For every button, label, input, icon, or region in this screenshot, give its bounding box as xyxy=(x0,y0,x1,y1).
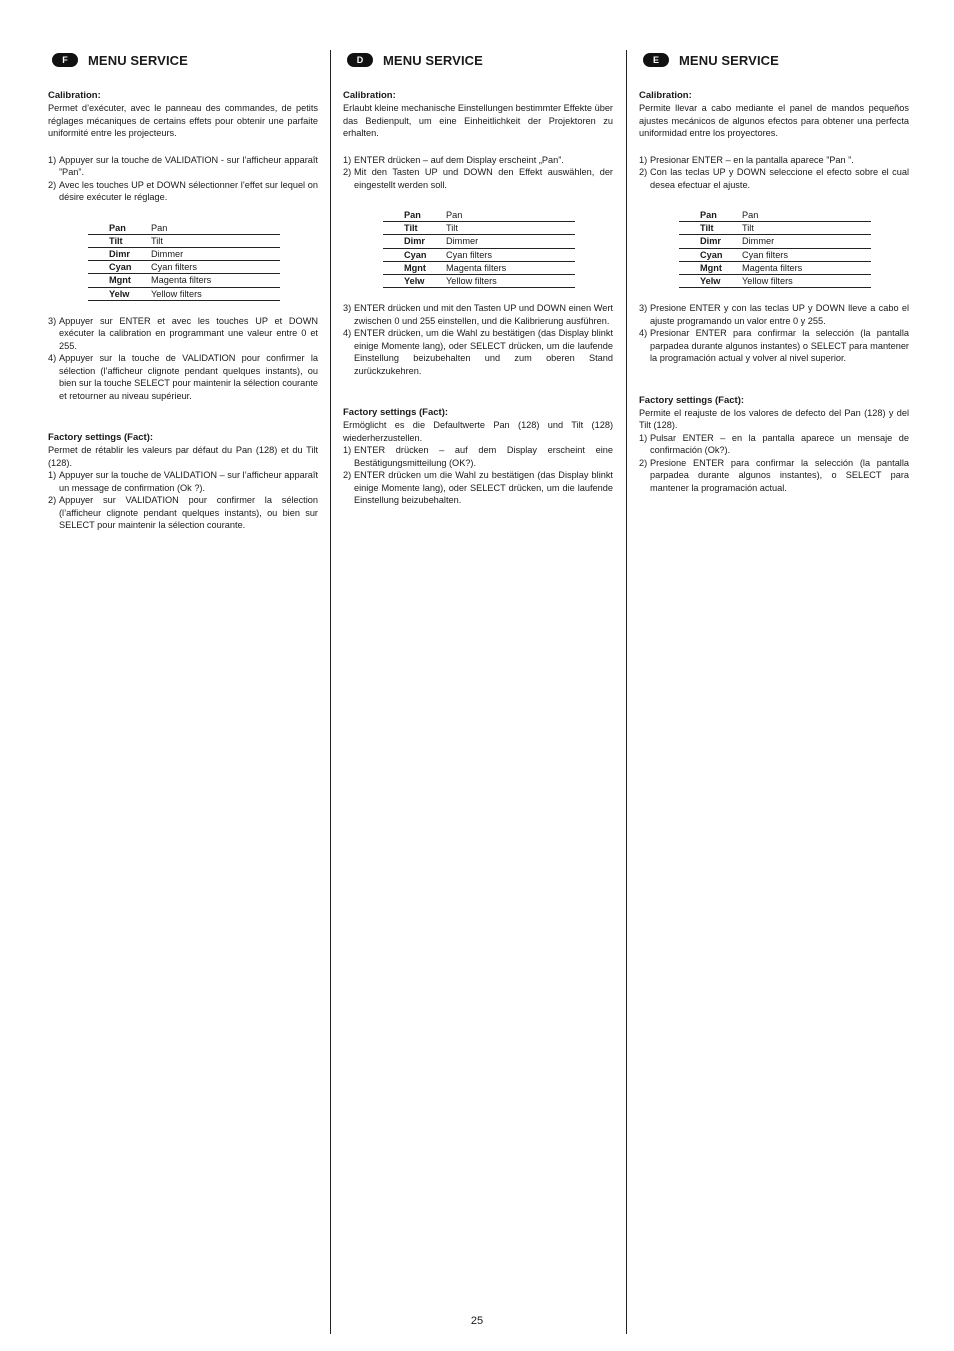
column-french xyxy=(48,50,318,532)
language-badge: E xyxy=(643,53,669,67)
step-item xyxy=(48,154,318,179)
step-number: 4) xyxy=(48,353,57,364)
effects-table-row xyxy=(88,287,280,300)
effect-name: Yellow filters xyxy=(446,275,575,288)
step-list xyxy=(48,154,318,204)
factory-settings-heading: Factory settings (Fact): xyxy=(343,407,449,419)
step-text: Presione ENTER para confirmar la selección (la pantalla parpadea durante algunos instantes), o SELECT para mantener la programación actual. xyxy=(650,457,909,493)
step-number: 1) xyxy=(343,445,352,456)
step-item xyxy=(639,457,909,495)
step-list xyxy=(343,302,613,377)
step-list xyxy=(48,315,318,403)
effects-table-row xyxy=(88,274,280,287)
section-title: MENU SERVICE xyxy=(679,52,779,68)
step-number: 4) xyxy=(639,328,648,339)
spacer xyxy=(639,288,909,302)
effects-table-row xyxy=(383,222,575,235)
step-item xyxy=(48,352,318,402)
effect-name: Dimmer xyxy=(446,235,575,248)
step-number: 3) xyxy=(48,315,57,326)
step-text: Appuyer sur la touche de VALIDATION pour confirmer la sélection (l’afficheur clignote pendant quelques instants), ou bien sur la touche SELECT pour maintenir la sélection courante et retourner au niveau supérieur. xyxy=(59,353,318,401)
calibration-heading: Calibration: xyxy=(343,90,396,101)
step-item xyxy=(343,469,613,507)
spacer xyxy=(343,191,613,209)
step-number: 1) xyxy=(639,154,648,165)
effects-table-row xyxy=(88,222,280,235)
effect-name: Cyan filters xyxy=(446,248,575,261)
step-item xyxy=(343,444,613,469)
effect-name: Cyan filters xyxy=(151,261,280,274)
step-number: 2) xyxy=(639,167,648,177)
effects-table xyxy=(383,209,575,288)
step-number: 2) xyxy=(48,495,57,506)
effect-name: Cyan filters xyxy=(742,248,871,261)
step-text: ENTER drücken – auf dem Display erscheint „Pan”. xyxy=(354,154,564,165)
effects-table-row xyxy=(679,222,871,235)
spacer xyxy=(343,288,613,302)
effects-table-row xyxy=(679,248,871,261)
step-item xyxy=(639,166,909,191)
step-item xyxy=(48,179,318,204)
step-list xyxy=(639,432,909,495)
step-list xyxy=(343,154,613,192)
effect-code: Mgnt xyxy=(88,274,151,287)
step-list xyxy=(343,444,613,507)
step-text: Presionar ENTER para confirmar la selección (la pantalla parpadea durante algunos instantes) o SELECT para mantener la programación actual y volver al nivel superior. xyxy=(650,328,909,364)
effects-table xyxy=(88,222,280,301)
effect-code: Cyan xyxy=(383,248,446,261)
effects-table-row xyxy=(383,275,575,288)
factory-settings-intro: Ermöglicht es die Defaultwerte Pan (128) und Tilt (128) wiederherzustellen. xyxy=(343,420,613,443)
effect-name: Magenta filters xyxy=(151,274,280,287)
effect-code: Cyan xyxy=(679,248,742,261)
step-text: Avec les touches UP et DOWN sélectionner l’effet sur lequel on désire exécuter le réglage. xyxy=(59,179,318,202)
page-number: 25 xyxy=(470,1315,484,1327)
effect-code: Tilt xyxy=(88,234,151,247)
step-number: 1) xyxy=(639,432,648,443)
effect-name: Pan xyxy=(446,209,575,222)
calibration-intro: Permite llevar a cabo mediante el panel de mandos pequeños ajustes mecánicos de algunos efectos para obtener una perfecta uniformidad entre los proyectores. xyxy=(639,103,909,138)
effect-code: Yelw xyxy=(679,275,742,288)
step-number: 4) xyxy=(343,328,352,339)
step-item xyxy=(48,469,318,494)
effects-table-row xyxy=(88,234,280,247)
spacer xyxy=(639,191,909,209)
step-item xyxy=(343,327,613,377)
step-text: Mit den Tasten UP und DOWN den Effekt auswählen, der eingestellt werden soll. xyxy=(354,167,613,190)
effects-table xyxy=(679,209,871,288)
calibration-intro: Permet d’exécuter, avec le panneau des commandes, de petits réglages mécaniques de certains effets pour obtenir une parfaite uniformité entre les projecteurs. xyxy=(48,103,318,138)
effects-table-row xyxy=(679,261,871,274)
effect-code: Mgnt xyxy=(383,261,446,274)
spacer xyxy=(639,365,909,395)
column-german xyxy=(343,50,613,507)
step-number: 1) xyxy=(48,470,57,481)
step-item xyxy=(343,154,613,167)
effect-code: Yelw xyxy=(383,275,446,288)
effect-name: Yellow filters xyxy=(742,275,871,288)
effect-code: Pan xyxy=(679,209,742,222)
step-text: Presione ENTER y con las teclas UP y DOWN lleve a cabo el ajuste programando un valor entre 0 y 255. xyxy=(650,303,909,326)
step-text: Appuyer sur ENTER et avec les touches UP et DOWN exécuter la calibration en programmant une valeur entre 0 et 255. xyxy=(59,315,318,351)
step-text: Con las teclas UP y DOWN seleccione el efecto sobre el cual desea efectuar el ajuste. xyxy=(650,167,909,190)
factory-settings-intro: Permet de rétablir les valeurs par défaut du Pan (128) et du Tilt (128). xyxy=(48,445,318,468)
step-text: Appuyer sur la touche de VALIDATION - sur l’afficheur apparaît ”Pan”. xyxy=(59,154,318,177)
calibration-heading: Calibration: xyxy=(48,90,101,101)
effects-table-row xyxy=(383,235,575,248)
step-item xyxy=(343,166,613,191)
effect-name: Tilt xyxy=(742,222,871,235)
calibration-intro: Erlaubt kleine mechanische Einstellungen bestimmter Effekte über das Bedienpult, um eine Einheitlichkeit der Projektoren zu erhalten. xyxy=(343,103,613,138)
effect-name: Pan xyxy=(742,209,871,222)
effect-code: Tilt xyxy=(679,222,742,235)
effect-code: Dimr xyxy=(88,247,151,260)
column-spanish xyxy=(639,50,909,494)
spacer xyxy=(343,140,613,154)
effect-code: Mgnt xyxy=(679,261,742,274)
spacer xyxy=(48,301,318,315)
step-list xyxy=(639,154,909,192)
effect-name: Magenta filters xyxy=(742,261,871,274)
spacer xyxy=(48,140,318,154)
effects-table-row xyxy=(679,235,871,248)
effects-table-row xyxy=(383,261,575,274)
step-item xyxy=(343,302,613,327)
effect-name: Tilt xyxy=(446,222,575,235)
effects-table-row xyxy=(383,209,575,222)
step-text: ENTER drücken um die Wahl zu bestätigen (das Display blinkt einige Momente lang), oder SELECT drücken, um die laufende Einstellung beizubehalten. xyxy=(354,470,613,506)
effects-table-row xyxy=(88,247,280,260)
spacer xyxy=(343,377,613,407)
step-text: ENTER drücken und mit den Tasten UP und DOWN einen Wert zwischen 0 und 255 einstellen, und die Kalibrierung ausführen. xyxy=(354,303,613,326)
effect-name: Magenta filters xyxy=(446,261,575,274)
step-number: 2) xyxy=(48,179,57,190)
step-number: 2) xyxy=(343,470,352,481)
factory-settings-intro: Permite el reajuste de los valores de defecto del Pan (128) y del Tilt (128). xyxy=(639,407,909,431)
effect-code: Dimr xyxy=(383,235,446,248)
spacer xyxy=(639,140,909,154)
step-number: 2) xyxy=(639,457,648,468)
effects-table-row xyxy=(88,261,280,274)
step-item xyxy=(48,315,318,353)
step-item xyxy=(639,327,909,365)
effect-name: Tilt xyxy=(151,234,280,247)
factory-settings-heading: Factory settings (Fact): xyxy=(48,432,154,444)
language-badge: F xyxy=(52,53,78,67)
effect-code: Tilt xyxy=(383,222,446,235)
effect-name: Dimmer xyxy=(151,247,280,260)
section-header xyxy=(48,50,318,70)
effects-table-row xyxy=(679,209,871,222)
effects-table-row xyxy=(383,248,575,261)
effect-name: Pan xyxy=(151,222,280,235)
step-number: 3) xyxy=(343,303,352,314)
effect-code: Pan xyxy=(88,222,151,235)
step-number: 3) xyxy=(639,303,648,314)
step-item xyxy=(639,154,909,167)
section-title: MENU SERVICE xyxy=(88,52,188,68)
effect-name: Yellow filters xyxy=(151,287,280,300)
effect-code: Yelw xyxy=(88,287,151,300)
section-header xyxy=(343,50,613,70)
step-text: ENTER drücken – auf dem Display erscheint eine Bestätigungsmitteilung (OK?). xyxy=(354,445,613,468)
spacer xyxy=(48,204,318,222)
step-text: Presionar ENTER – en la pantalla aparece ”Pan ”. xyxy=(650,154,854,165)
section-header xyxy=(639,50,909,70)
column-divider-2 xyxy=(626,50,627,1334)
step-number: 2) xyxy=(343,167,352,177)
effect-code: Pan xyxy=(383,209,446,222)
step-text: Pulsar ENTER – en la pantalla aparece un mensaje de confirmación (Ok?). xyxy=(650,432,909,456)
effect-name: Dimmer xyxy=(742,235,871,248)
step-text: Appuyer sur VALIDATION pour confirmer la sélection (l’afficheur clignote pendant quelques instants), ou bien sur SELECT pour maintenir la sélection courante. xyxy=(59,495,318,531)
effects-table-row xyxy=(679,275,871,288)
factory-settings-heading: Factory settings (Fact): xyxy=(639,394,745,406)
language-badge: D xyxy=(347,53,373,67)
step-item xyxy=(639,432,909,457)
step-list xyxy=(639,302,909,365)
effect-code: Cyan xyxy=(88,261,151,274)
step-text: Appuyer sur la touche de VALIDATION – sur l’afficheur apparaît un message de confirmation (Ok ?). xyxy=(59,470,318,493)
step-number: 1) xyxy=(48,154,57,165)
step-list xyxy=(48,469,318,532)
calibration-heading: Calibration: xyxy=(639,90,692,101)
column-divider-1 xyxy=(330,50,331,1334)
section-title: MENU SERVICE xyxy=(383,52,483,68)
step-number: 1) xyxy=(343,154,352,165)
step-item xyxy=(639,302,909,327)
spacer xyxy=(48,402,318,432)
step-text: ENTER drücken, um die Wahl zu bestätigen (das Display blinkt einige Momente lang), oder SELECT drücken, um die laufende Einstellung beizubehalten und zum oberen Stand zurückzukehren. xyxy=(354,328,613,376)
effect-code: Dimr xyxy=(679,235,742,248)
step-item xyxy=(48,494,318,532)
